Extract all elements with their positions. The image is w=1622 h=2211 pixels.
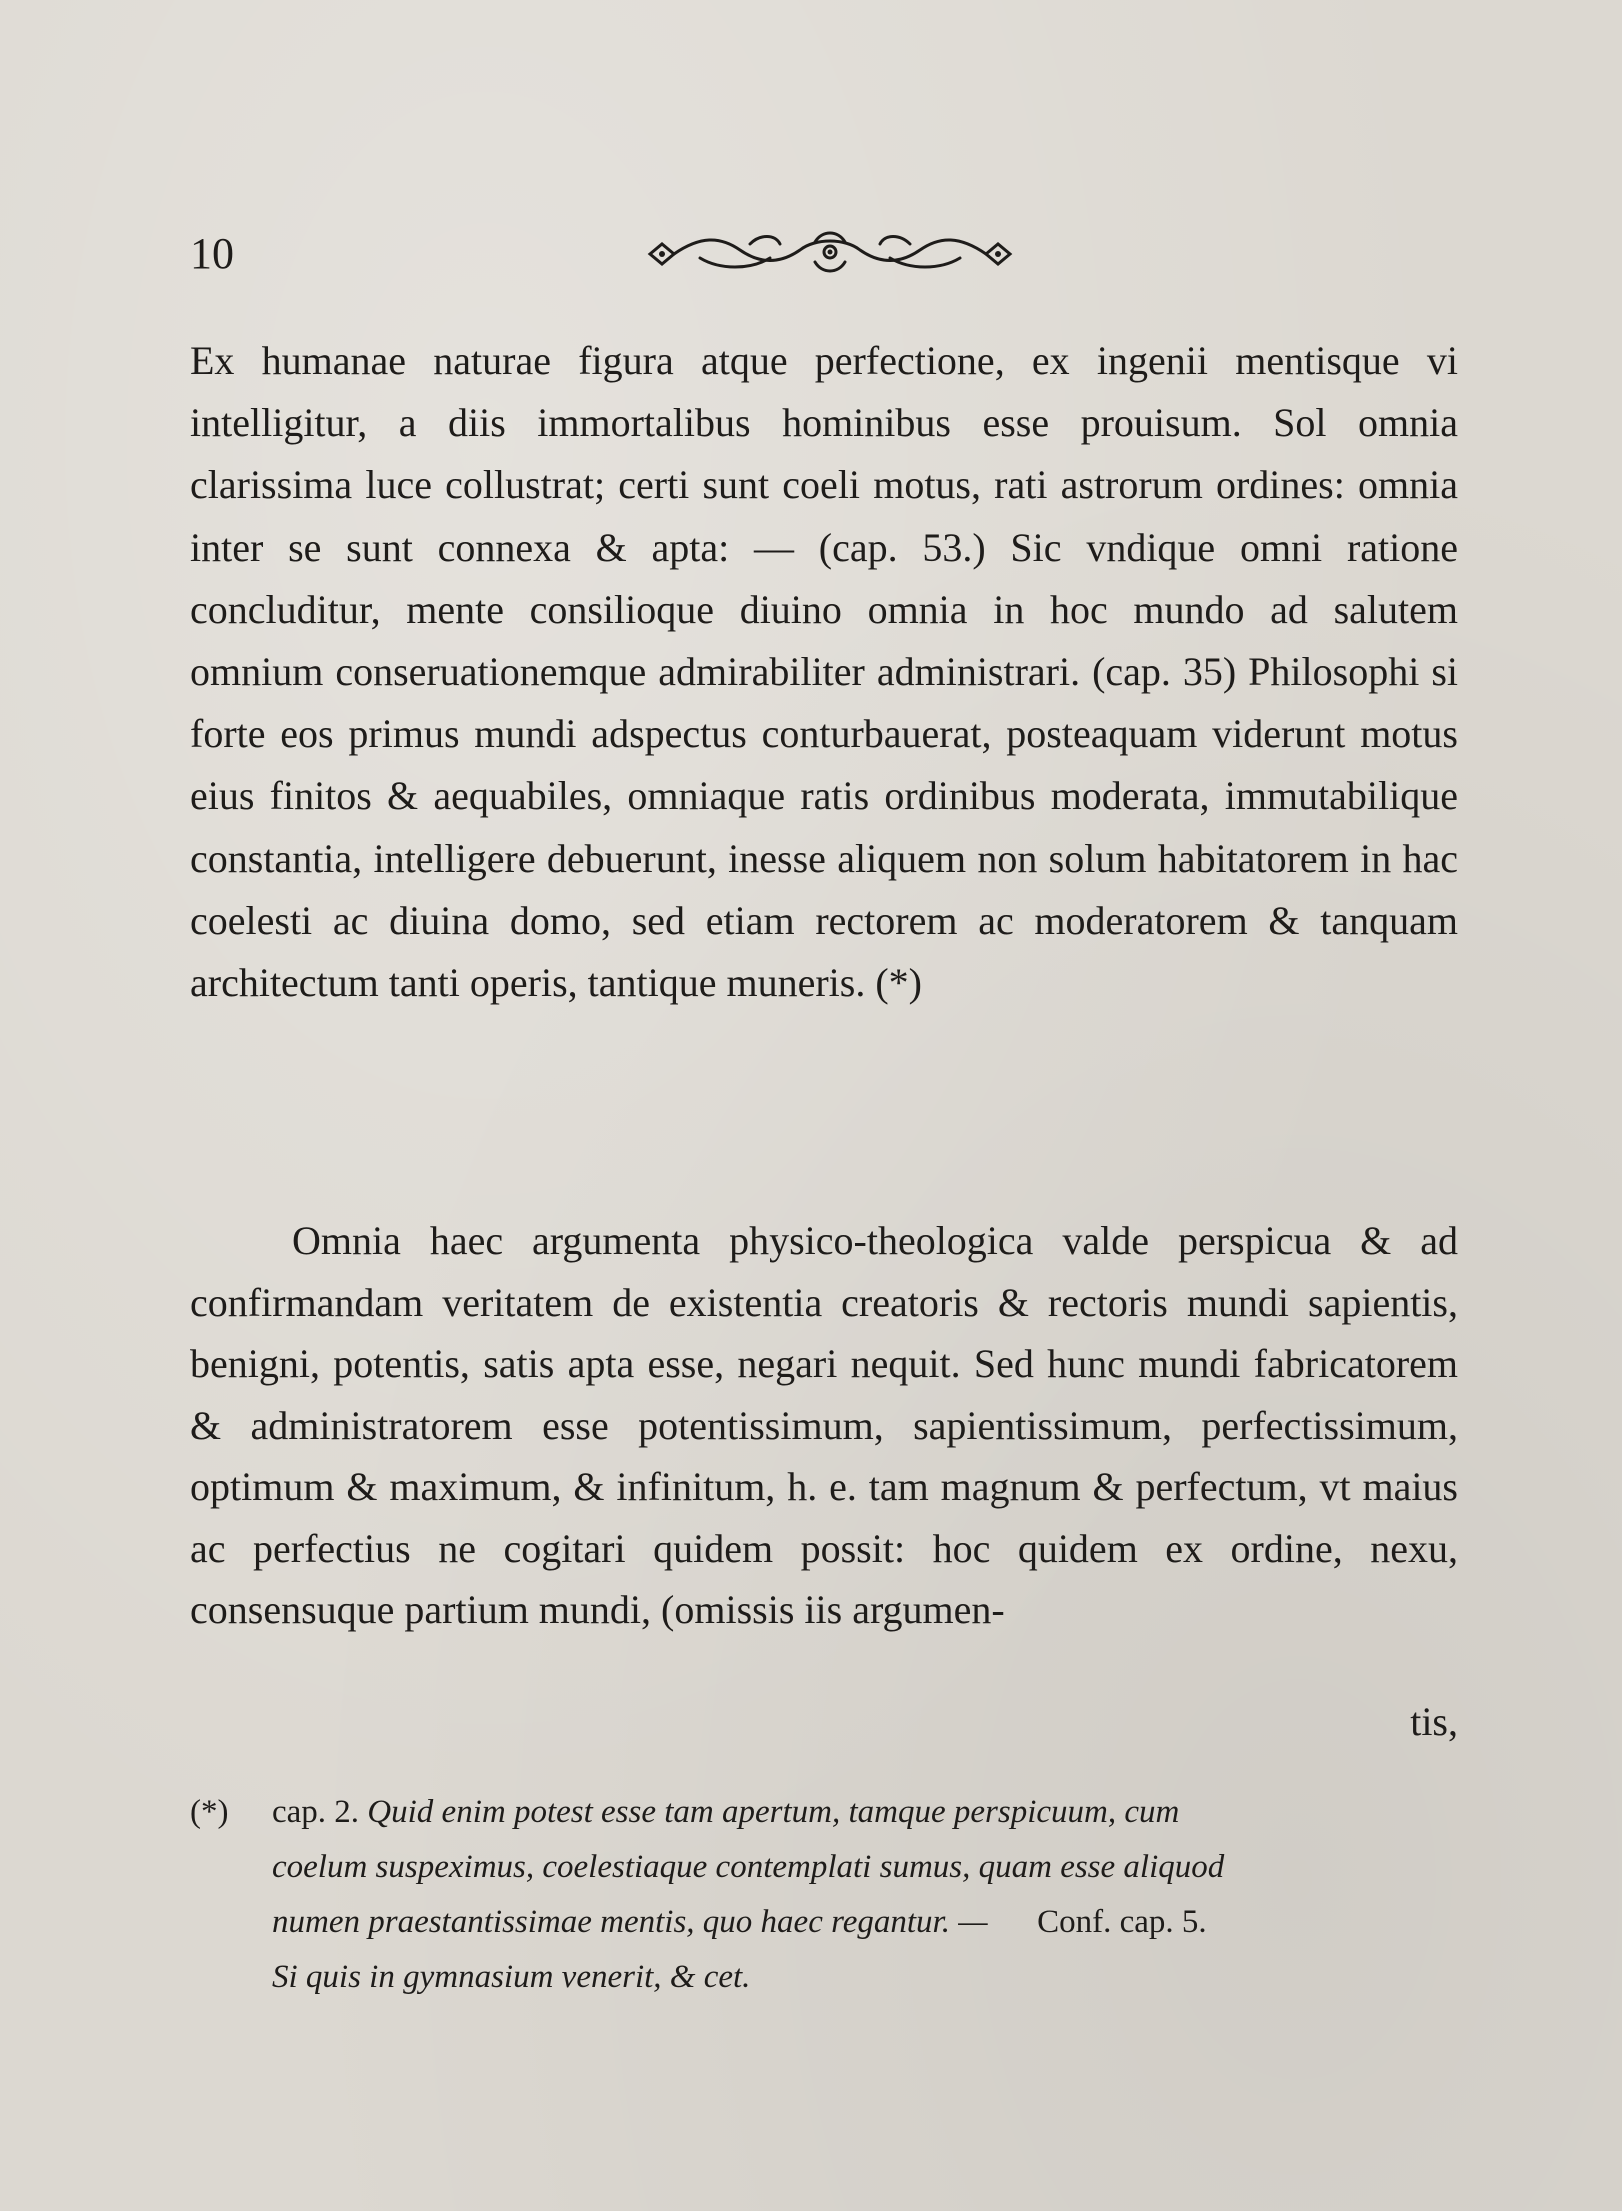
footnote-marker: (*) — [190, 1794, 229, 1830]
catchword: tis, — [1410, 1699, 1458, 1744]
footnote-quote-1: Quid enim potest esse tam apertum, tamque perspicuum, cum — [367, 1794, 1180, 1830]
footnote — [190, 1785, 1458, 2005]
footnote-quote-3: numen praestantissimae mentis, quo haec regantur. — — [272, 1904, 988, 1940]
footnote-line-2: coelum suspeximus, coelestiaque contemplati sumus, quam esse aliquod — [272, 1849, 1225, 1885]
body-paragraph-2: Omnia haec argumenta physico-theologica valde perspicua & ad confirmandam veritatem de existentia creatoris & rectoris mundi sapientis, benigni, potentis, satis apta esse, negari nequit. Sed hunc mundi fabricatorem & administratorem esse potentissimum, sapientissimum, perfectissimum, optimum & maximum, & infinitum, h. e. tam magnum & perfectum, vt maius ac perfectius ne cogitari quidem possit: hoc quidem ex ordine, nexu, consensuque partium mundi, (omissis iis argumen- — [190, 1218, 1458, 1632]
footnote-conf: Conf. cap. 5. — [1037, 1904, 1207, 1940]
footnote-line-3 — [190, 1895, 1458, 1950]
footnote-cap-ref: cap. 2. — [272, 1794, 360, 1830]
headpiece-ornament-icon — [640, 222, 1020, 282]
footnote-line-1 — [190, 1785, 1458, 1840]
page-number: 10 — [190, 229, 234, 278]
body-paragraph-1: Ex humanae naturae figura atque perfectione, ex ingenii mentisque vi intelligitur, a diis immortalibus hominibus esse prouisum. Sol omnia clarissima luce collustrat; certi sunt coeli motus, rati astrorum ordines: omnia inter se sunt connexa & apta: — (cap. 53.) Sic vndique omni ratione concluditur, mente consilioque diuino omnia in hoc mundo ad salutem omnium conseruationemque admirabiliter administrari. (cap. 35) Philosophi si forte eos primus mundi adspectus conturbauerat, posteaquam viderunt motus eius finitos & aequabiles, omniaque ratis ordinibus moderata, immutabilique constantia, intelligere debuerunt, inesse aliquem non solum habitatorem in hac coelesti ac diuina domo, sed etiam rectorem ac moderatorem & tanquam architectum tanti operis, tantique muneris. (*) — [190, 338, 1458, 1006]
footnote-line-4: Si quis in gymnasium venerit, & cet. — [272, 1959, 751, 1995]
